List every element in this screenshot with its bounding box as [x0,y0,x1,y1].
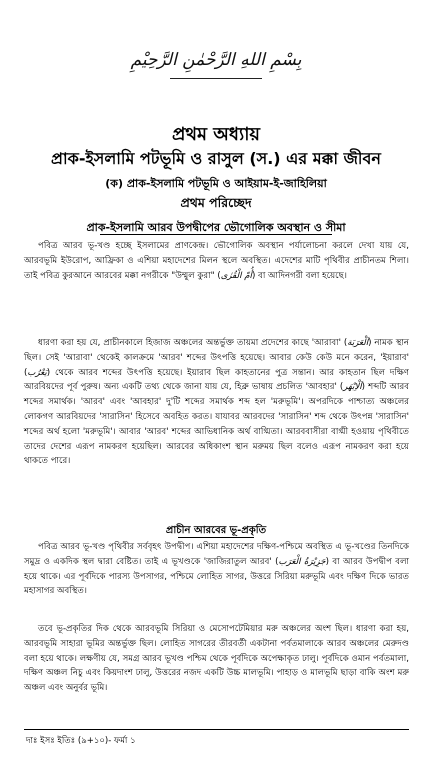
paragraph-3-text-b: ) বা আরব উপদ্বীপ বলা হয়ে থাকে। এর পূর্বদিকে পারস্য উপসাগর, পশ্চিমে লোহিত সাগর, উত্তরে সিরিয়া মরুভূমি এবং দক্ষিণ দিকে ভারত মহাসাগর অবস্থিত। [24,556,409,597]
chapter-title: প্রাক-ইসলামি পটভূমি ও রাসুল (স.) এর মক্কা জীবন [51,149,381,168]
paragraph-4: তবে ভূ-প্রকৃতির দিক থেকে আরবভূমি সিরিয়া ও মেসোপটেমিয়ার মরু অঞ্চলের অংশ ছিল। ধারণা করা হয়, আরবভূমি সাহারা ভূমির অন্তর্ভুক্ত ছিল। লোহিত সাগরের তীরবর্তী একটানা পর্বতমালাকে আরব অঞ্চলের মেরুদণ্ড বলা হয়ে থাকে। লক্ষণীয় যে, সমগ্র আরব ভূখণ্ড পশ্চিম থেকে পূর্বদিকে অপেক্ষাকৃত ঢালু। পূর্বদিকে ওমান পর্বতমালা, দক্ষিণ অঞ্চল নিচু এবং কিয়দাংশ ঢালু, উত্তরের নজদ একটি উচ্চ মালভূমি। পাহাড় ও মালভূমি ছাড়া বাকি অংশ মরু অঞ্চল এবং অনুর্বর ভূমি। [24,624,409,694]
arabic-al-araba: اَلْعَرَبَة [347,338,369,348]
paragraph-3 [24,540,409,599]
paragraph-2-text-d: ) শব্দটি আরব শব্দের সমার্থক। 'আরব' এবং 'আবহার' দু'টি শব্দের সমার্থক শব্দ হল 'মরুভূমি'। অপরদিকে পাশ্চাত্য অঞ্চলের লোকগণ আরবিয়দের 'সারাসিন' হিসেবে অবহিত করত। যাযাবর আরবদের 'সারাসিন' শব্দ থেকে উৎপন্ন 'সারাসিন' শব্দের অর্থ হলো 'মরুভূমি'। আবার 'আরব' শব্দের আভিধানিক অর্থ বাগ্মিতা। আরববাসীরা বাগ্মী হওয়ায় পৃথিবীতে তাদের দেশের এরূপ নামকরণ হয়েছিল। আরবের অধিকাংশ স্থান মরুময় ছিল বলেও এরূপ নামকরণ করা হয়ে থাকতে পারে। [24,382,409,467]
paragraph-1-text-a: পবিত্র আরব ভূ-খণ্ড হচ্ছে ইসলামের প্রাণকেন্দ্র। ভৌগোলিক অবস্থান পর্যালোচনা করলে দেখা যায় যে, আরবভূমি ইউরোপ, আফ্রিকা ও এশিয়া মহাদেশের মিলন স্থলে অবস্থিত। এদেশের মাটি পৃথিবীর প্রাচীনতম শিলা। তাই পবিত্র কুরআনে আরবের মক্কা নগরীকে "উম্মুল কুরা" ( [24,241,409,281]
subheading-underline [178,537,254,538]
arabic-umm-al-qura: أُمّ الْقُرٰى [220,270,252,281]
arabic-al-abhar: اَلْاِبْهَر [343,382,362,393]
topic-underline [100,234,332,235]
paragraph-2-text-b: ) নামক স্থান ছিল। সেই 'আরাবা' থেকেই কালক্রমে 'আরব' শব্দের উৎপত্তি হয়েছে। আবার কেউ কেউ মনে করেন, 'ইয়ারাব' ( [24,338,409,378]
subheading-topography: প্রাচীন আরবের ভূ-প্রকৃতি [165,525,267,536]
arabic-yarub: يَعْرُب [27,367,47,378]
paragraph-1 [24,239,409,283]
bismillah-calligraphy: بِسْمِ اللهِ الرَّحْمٰنِ الرَّحِيْمِ [130,50,302,70]
paragraph-2 [24,336,409,469]
footer-signature: দাঃ ইসঃ ইতিঃ (৯+১০)- ফর্মা ১ [26,736,136,746]
paragraph-2-text-a: ধারণা করা হয় যে, প্রাচীনকালে হিজাজ অঞ্চলের অন্তর্ভুক্ত তায়মা প্রদেশের কাছে 'আরাবা' ( [38,338,348,348]
topic-heading: প্রাক-ইসলামি আরব উপদ্বীপের ভৌগোলিক অবস্থান ও সীমা [86,221,346,234]
arabic-jazirat-al-arab: جَزِيْرَةُ الْعَرَب [278,556,326,567]
chapter-subtitle: (ক) প্রাক-ইসলামি পটভূমি ও আইয়াম-ই-জাহিলিয়া [105,177,327,190]
calligraphy-underline [170,78,262,79]
paragraph-1-text-b: ) বা আদিনগরী বলা হয়েছে। [251,270,347,281]
section-heading: প্রথম পরিচ্ছেদ [180,195,252,210]
footer-divider [24,729,409,730]
paragraph-3-text-a: পবিত্র আরব ভূ-খণ্ড পৃথিবীর সর্ববৃহৎ উপদ্বীপ। এশিয়া মহাদেশের দক্ষিণ-পশ্চিমে অবস্থিত এ ভূ-খণ্ডের তিনদিকে সমুদ্র ও একদিক স্থল দ্বারা বেষ্টিত। তাই এ ভূখণ্ডকে 'জাজিরাতুল আরব' ( [24,542,409,567]
chapter-label: প্রথম অধ্যায় [171,124,261,145]
paragraph-2-text-c: ) থেকে আরব শব্দের উৎপত্তি হয়েছে। ইয়ারাব ছিল কাহতানের পুত্র সন্তান। আর কাহতান ছিল দক্ষিণ আরবিয়দের পূর্ব পুরুষ। অন্য একটি তথ্য থেকে জানা যায় যে, হিব্রু ভাষায় প্রচলিত 'আবহার' ( [24,367,409,393]
